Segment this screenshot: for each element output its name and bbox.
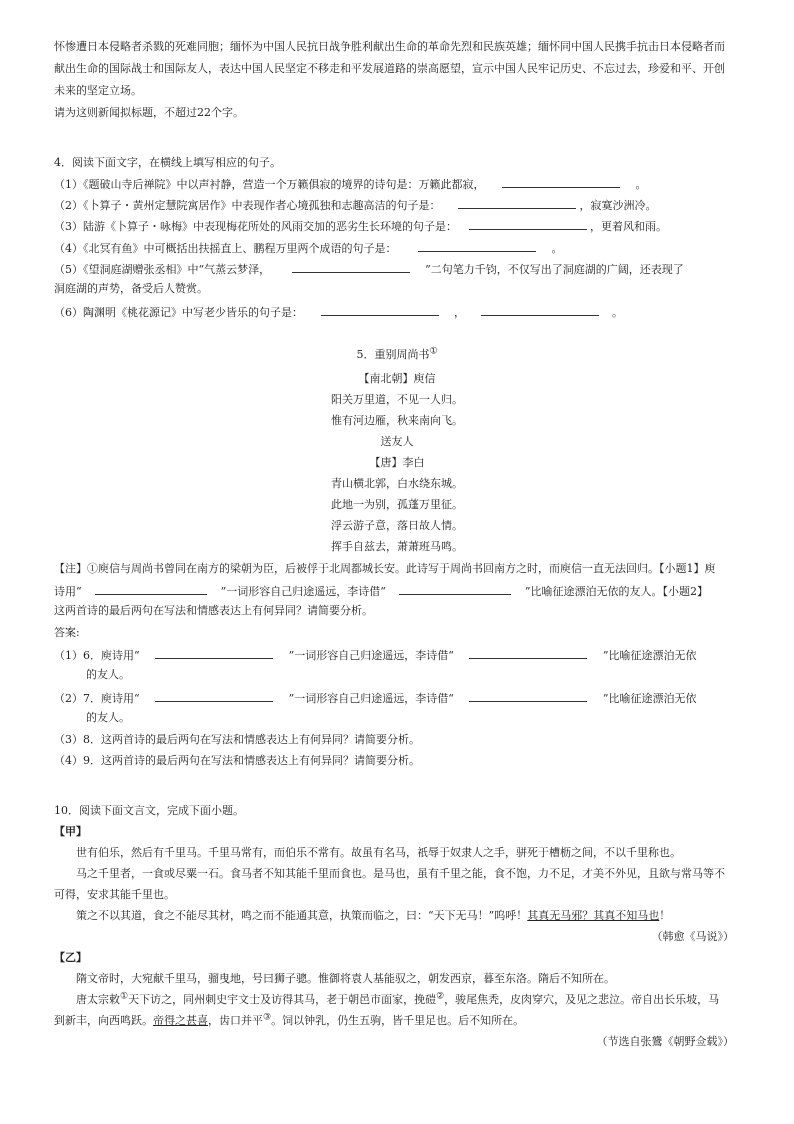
answer-blank[interactable] — [418, 240, 536, 252]
poem2-line: 青山横北郭，白水绕东城。 — [331, 477, 463, 490]
yi-para-1: 隋文帝时，大宛献千里马，骝曳地，号曰狮子骢。惟御将袁人基能驭之，朝发西京，暮至东洛。隋后不知所在。 — [76, 972, 615, 985]
jia-para-3: 策之不以其道，食之不能尽其材，鸣之而不能通其意，执策而临之，曰：“天下无马！”呜呼！其真无马邪？其真不知马也！ — [76, 909, 671, 922]
q5-subquestion-2: 这两首诗的最后两句在写法和情感表达上有何异同？请简要分析。 — [54, 604, 373, 617]
poem1-title: 5．重别周尚书① — [356, 346, 438, 361]
q4-title: 4．阅读下面文字，在横线上填写相应的句子。 — [54, 156, 281, 169]
q5-note: 【注】①庾信与周尚书曾同在南方的梁朝为臣，后被俘于北周都城长安。此诗写于周尚书回南方之时，而庾信一直无法回归。【小题1】庾 — [54, 562, 716, 575]
intro-line-2: 献出生命的国际战士和国际友人，表达中国人民坚定不移走和平发展道路的崇高愿望，宣示中国人民牢记历史、不忘过去，珍爱和平、开创 — [54, 62, 725, 75]
poem2-title: 送友人 — [380, 435, 414, 448]
q4-item-3: （3）陆游《卜算子・咏梅》中表现梅花所处的风雨交加的恶劣生长环境的句子是： ，更着风和雨。 — [54, 220, 667, 233]
answer-1-cont: 的友人。 — [86, 668, 130, 681]
q10-title: 10．阅读下面文言文，完成下面小题。 — [54, 804, 244, 817]
poem2-author: 【唐】李白 — [369, 456, 425, 469]
answer-4: （4）9．这两首诗的最后两句在写法和情感表达上有何异同？请简要分析。 — [54, 754, 420, 767]
yi-para-2: 唐太宗敕①天下访之，同州刺史宇文士及访得其马，老于朝邑市面家，挽磑②，骏尾焦秃，皮肉穿穴，及见之悲泣。帝自出长乐坡，马 — [76, 991, 720, 1006]
poem1-author: 【南北朝】庾信 — [358, 372, 436, 385]
section-jia: 【甲】 — [54, 825, 87, 838]
answer-blank[interactable] — [469, 690, 587, 702]
poem2-line: 浮云游子意，落日故人情。 — [331, 519, 463, 532]
answer-2: （2）7．庾诗用“ ”一词形容自己归途遥远，李诗借“ ”比喻征途漂泊无依 — [54, 692, 697, 705]
answer-blank[interactable] — [292, 261, 410, 273]
answer-3: （3）8．这两首诗的最后两句在写法和情感表达上有何异同？请简要分析。 — [54, 733, 420, 746]
answer-1: （1）6．庾诗用“ ”一词形容自己归途遥远，李诗借“ ”比喻征途漂泊无依 — [54, 649, 697, 662]
answer-blank[interactable] — [458, 197, 576, 209]
poem2-line: 挥手自兹去，萧萧班马鸣。 — [331, 540, 463, 553]
jia-para-2-cont: 可得，安求其能千里也。 — [54, 888, 175, 901]
poem1-line: 惟有河边雁，秋来南向飞。 — [331, 414, 463, 427]
answer-blank[interactable] — [399, 583, 511, 595]
answer-blank[interactable] — [469, 218, 587, 230]
yi-para-2-cont: 到新丰，向西鸣跃。帝得之甚喜，齿口并平③。饲以钟乳，仍生五驹，皆千里足也。后不知所在。 — [54, 1012, 525, 1027]
answer-blank[interactable] — [469, 647, 587, 659]
source-2: （节选自张鷟《朝野佥载》） — [596, 1035, 734, 1048]
answer-blank[interactable] — [502, 176, 620, 188]
q4-item-2: （2）《卜算子・黄州定慧院寓居作》中表现作者心境孤独和志趣高洁的句子是： ，寂寞沙洲冷。 — [54, 199, 657, 212]
q4-item-1: （1）《题破山寺后禅院》中以声衬静，营造一个万籁俱寂的境界的诗句是：万籁此都寂， 。 — [54, 178, 647, 191]
answer-blank[interactable] — [481, 304, 599, 316]
intro-question: 请为这则新闻拟标题，不超过22个字。 — [54, 106, 244, 119]
q4-item-5: （5）《望洞庭湖赠张丞相》中“气蒸云梦泽， ”二句笔力千钧，不仅写出了洞庭湖的广阔，还表现了 — [54, 263, 684, 276]
q4-item-5-cont: 洞庭湖的声势，备受后人赞赏。 — [54, 282, 208, 295]
answer-2-cont: 的友人。 — [86, 711, 130, 724]
jia-para-1: 世有伯乐，然后有千里马。千里马常有，而伯乐不常有。故虽有名马，祇辱于奴隶人之手，骈死于槽枥之间，不以千里称也。 — [76, 846, 681, 859]
q4-item-4: （4）《北冥有鱼》中可概括出扶摇直上、鹏程万里两个成语的句子是： 。 — [54, 242, 563, 255]
answer-blank[interactable] — [155, 690, 273, 702]
underlined-sentence: 其真无马邪？其真不知马也 — [527, 909, 660, 922]
poem2-line: 此地一为别，孤蓬万里征。 — [331, 498, 463, 511]
q5-subquestion-1: 诗用“ ”一词形容自己归途遥远，李诗借“ ”比喻征途漂泊无依的友人。【小题2】 — [54, 585, 708, 598]
jia-para-2: 马之千里者，一食或尽粟一石。食马者不知其能千里而食也。是马也，虽有千里之能，食不饱，力不足，才美不外见，且欲与常马等不 — [76, 867, 725, 880]
intro-line-1: 怀惨遭日本侵略者杀戮的死难同胞；缅怀为中国人民抗日战争胜利献出生命的革命先烈和民族英雄；缅怀同中国人民携手抗击日本侵略者而 — [54, 40, 725, 53]
answer-blank[interactable] — [95, 583, 207, 595]
underlined-sentence: 帝得之甚喜 — [153, 1014, 208, 1027]
source-1: （韩愈《马说》） — [651, 930, 734, 943]
intro-line-3: 未来的坚定立场。 — [54, 84, 142, 97]
answer-blank[interactable] — [321, 304, 439, 316]
poem1-line: 阳关万里道，不见一人归。 — [331, 393, 463, 406]
answer-blank[interactable] — [155, 647, 273, 659]
answer-label: 答案: — [54, 626, 80, 639]
q4-item-6: （6）陶渊明《桃花源记》中写老少皆乐的句子是： ， 。 — [54, 306, 623, 319]
section-yi: 【乙】 — [54, 951, 87, 964]
